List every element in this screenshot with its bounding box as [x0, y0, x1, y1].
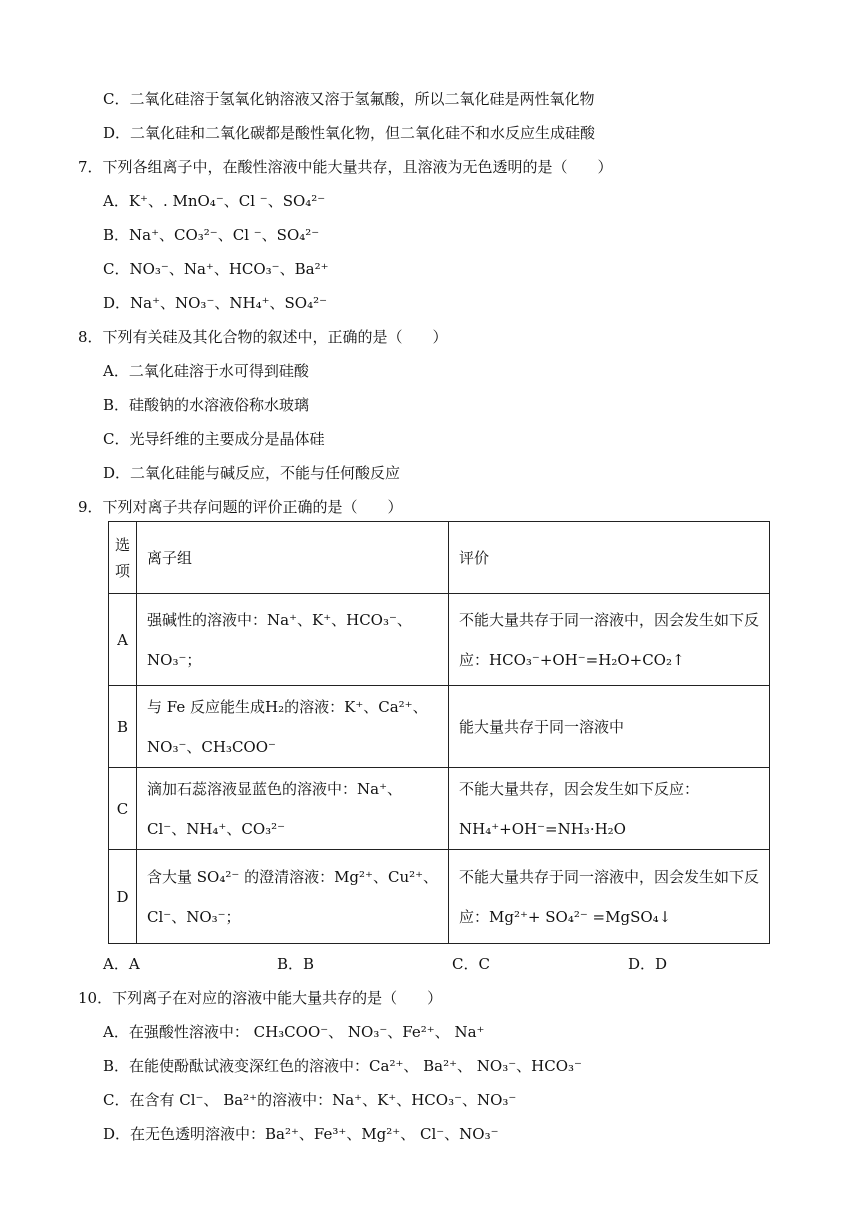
row-label: C	[109, 768, 137, 850]
row-label: D	[109, 850, 137, 944]
row-ions-line-1: 与 Fe 反应能生成H₂的溶液：K⁺、Ca²⁺、	[147, 697, 428, 716]
row-ions	[137, 768, 449, 850]
row-evaluation-line-2: 应：HCO₃⁻+OH⁻=H₂O+CO₂↑	[459, 650, 685, 669]
question-9-choice-c: C．C	[452, 955, 490, 973]
row-ions-line-1: 含大量 SO₄²⁻ 的澄清溶液：Mg²⁺、Cu²⁺、	[147, 867, 439, 886]
question-8-stem: 8．下列有关硅及其化合物的叙述中，正确的是（ ）	[78, 328, 448, 346]
header-option-char-1: 选	[115, 535, 131, 554]
header-option-cell	[109, 522, 137, 594]
question-8-option-d: D．二氧化硅能与碱反应，不能与任何酸反应	[103, 464, 401, 482]
row-ions	[137, 594, 449, 686]
header-evaluation: 评价	[449, 522, 770, 594]
table-row	[109, 850, 770, 944]
table-header-row	[109, 522, 770, 594]
row-ions-line-2: NO₃⁻；	[147, 650, 202, 669]
question-7-option-b: B．Na⁺、CO₃²⁻、Cl ⁻、SO₄²⁻	[103, 226, 320, 244]
question-7-option-d: D．Na⁺、NO₃⁻、NH₄⁺、SO₄²⁻	[103, 294, 328, 312]
question-9-choice-a: A．A	[103, 955, 140, 973]
row-ions	[137, 686, 449, 768]
question-7-stem: 7．下列各组离子中，在酸性溶液中能大量共存，且溶液为无色透明的是（ ）	[78, 158, 613, 176]
question-10-option-b: B．在能使酚酞试液变深红色的溶液中：Ca²⁺、 Ba²⁺、 NO₃⁻、HCO₃⁻	[103, 1057, 582, 1075]
evaluation-table	[108, 521, 770, 944]
question-7-option-c: C．NO₃⁻、Na⁺、HCO₃⁻、Ba²⁺	[103, 260, 329, 278]
row-evaluation-line-1: 不能大量共存于同一溶液中，因会发生如下反	[459, 867, 760, 886]
question-10-stem: 10．下列离子在对应的溶液中能大量共存的是（ ）	[78, 989, 443, 1007]
question-8-option-b: B．硅酸钠的水溶液俗称水玻璃	[103, 396, 310, 414]
row-label: A	[109, 594, 137, 686]
header-option-char-2: 项	[115, 561, 131, 580]
question-10-option-c: C．在含有 Cl⁻、 Ba²⁺的溶液中：Na⁺、K⁺、HCO₃⁻、NO₃⁻	[103, 1091, 517, 1109]
row-ions-line-2: Cl⁻、NO₃⁻；	[147, 907, 241, 926]
row-ions-line-2: NO₃⁻、CH₃COO⁻	[147, 737, 276, 756]
table-row	[109, 594, 770, 686]
header-ion-group: 离子组	[137, 522, 449, 594]
table-row	[109, 686, 770, 768]
row-evaluation	[449, 850, 770, 944]
question-7-option-a: A．K⁺、. MnO₄⁻、Cl ⁻、SO₄²⁻	[103, 192, 326, 210]
table-row	[109, 768, 770, 850]
row-ions-line-1: 强碱性的溶液中：Na⁺、K⁺、HCO₃⁻、	[147, 610, 412, 629]
row-evaluation	[449, 594, 770, 686]
question-9-choice-d: D．D	[628, 955, 668, 973]
question-9-stem: 9．下列对离子共存问题的评价正确的是（ ）	[78, 498, 403, 516]
prev-question-option-c: C．二氧化硅溶于氢氧化钠溶液又溶于氢氟酸，所以二氧化硅是两性氧化物	[103, 90, 595, 108]
row-ions-line-1: 滴加石蕊溶液显蓝色的溶液中：Na⁺、	[147, 779, 403, 798]
row-evaluation-line-2: NH₄⁺+OH⁻=NH₃·H₂O	[459, 819, 626, 838]
row-evaluation-line-2: 应：Mg²⁺+ SO₄²⁻ =MgSO₄↓	[459, 907, 672, 926]
question-8-option-c: C．光导纤维的主要成分是晶体硅	[103, 430, 325, 448]
row-evaluation-line-1: 不能大量共存，因会发生如下反应：	[459, 779, 700, 798]
row-evaluation-line-1: 能大量共存于同一溶液中	[459, 717, 625, 736]
prev-question-option-d: D．二氧化硅和二氧化碳都是酸性氧化物，但二氧化硅不和水反应生成硅酸	[103, 124, 596, 142]
row-evaluation-line-1: 不能大量共存于同一溶液中，因会发生如下反	[459, 610, 760, 629]
row-evaluation	[449, 686, 770, 768]
question-10-option-a: A．在强酸性溶液中： CH₃COO⁻、 NO₃⁻、Fe²⁺、 Na⁺	[103, 1023, 485, 1041]
row-evaluation	[449, 768, 770, 850]
question-9-choice-b: B．B	[277, 955, 315, 973]
row-ions	[137, 850, 449, 944]
question-8-option-a: A．二氧化硅溶于水可得到硅酸	[103, 362, 309, 380]
row-label: B	[109, 686, 137, 768]
question-10-option-d: D．在无色透明溶液中：Ba²⁺、Fe³⁺、Mg²⁺、 Cl⁻、NO₃⁻	[103, 1125, 499, 1143]
row-ions-line-2: Cl⁻、NH₄⁺、CO₃²⁻	[147, 819, 286, 838]
